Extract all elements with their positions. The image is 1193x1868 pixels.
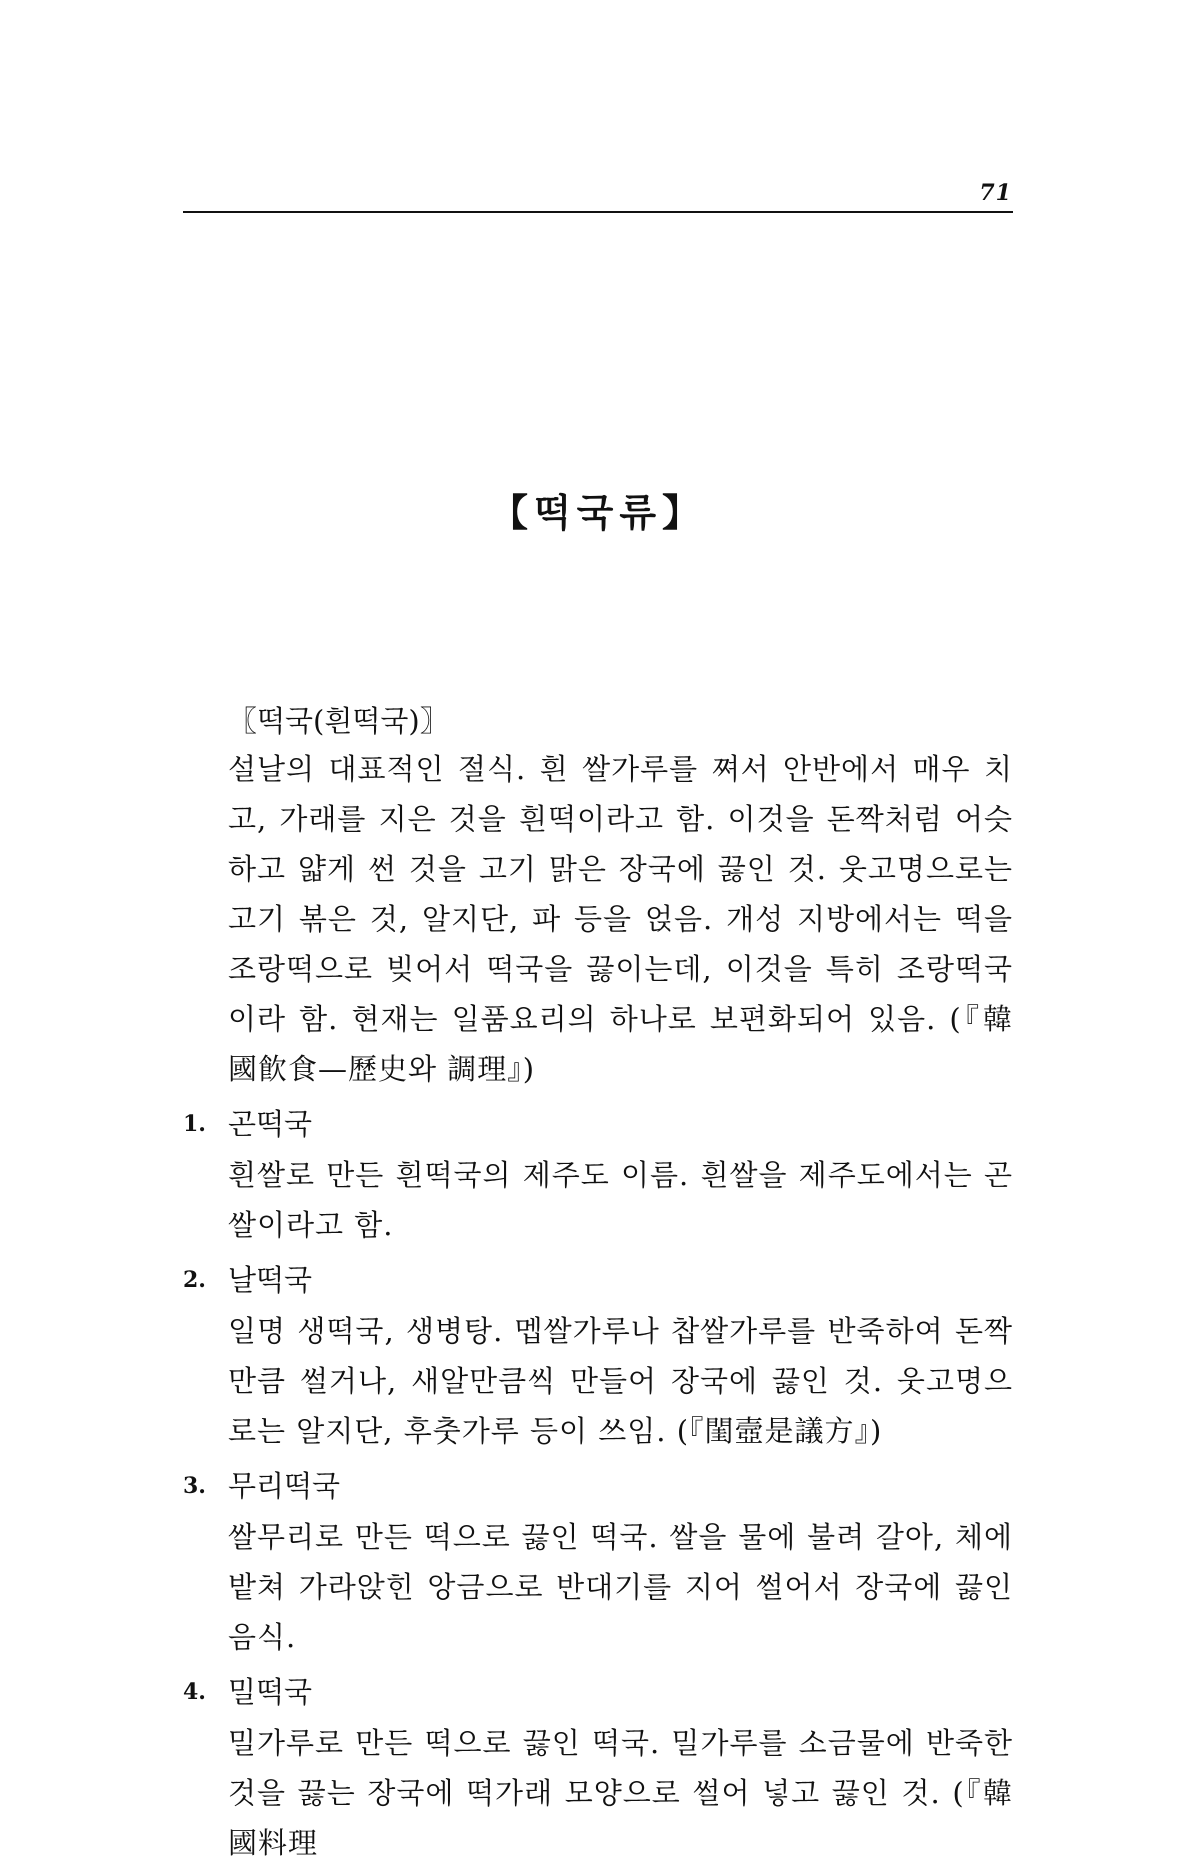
- dictionary-content: [183, 698, 1013, 1868]
- sub-entry-definition: 흰쌀로 만든 흰떡국의 제주도 이름. 흰쌀을 제주도에서는 곤쌀이라고 함.: [228, 1158, 1013, 1242]
- sub-entry-4: [183, 1666, 1013, 1868]
- sub-entry-number: 4.: [183, 1679, 206, 1705]
- sub-entry-term: 곤떡국: [228, 1107, 313, 1141]
- sub-entry-heading: [183, 1666, 1013, 1718]
- sub-entry-number: 3.: [183, 1473, 206, 1499]
- sub-entry-term: 날떡국: [228, 1263, 313, 1297]
- section-title: 【떡국류】: [489, 490, 707, 535]
- sub-entry-heading: [183, 1460, 1013, 1512]
- sub-entry-definition: 밀가루로 만든 떡으로 끓인 떡국. 밀가루를 소금물에 반죽한 것을 끓는 장국에 떡가래 모양으로 썰어 넣고 끓인 것. (『韓國料理: [228, 1726, 1013, 1860]
- entry-definition: 설날의 대표적인 절식. 흰 쌀가루를 쪄서 안반에서 매우 치고, 가래를 지은 것을 흰떡이라고 함. 이것을 돈짝처럼 어슷하고 얇게 썬 것을 고기 맑은 장국에 끓인 것. 웃고명으로는 고기 볶은 것, 알지단, 파 등을 얹음. 개성 지방에서는 떡을 조랑떡으로 빚어서 떡국을 끓이는데, 이것을 특히 조랑떡국이라 함. 현재는 일품요리의 하나로 보편화되어 있음. (『韓國飮食—歷史와 調理』): [228, 752, 1013, 1086]
- page-number: 71: [979, 180, 1012, 206]
- sub-entry-number: 1.: [183, 1111, 206, 1137]
- sub-entry-definition: 쌀무리로 만든 떡으로 끓인 떡국. 쌀을 물에 불려 갈아, 체에 밭쳐 가라앉힌 앙금으로 반대기를 지어 썰어서 장국에 끓인 음식.: [228, 1520, 1013, 1654]
- sub-entry-term: 무리떡국: [228, 1469, 341, 1503]
- header-rule: [183, 211, 1013, 213]
- sub-entry-term: 밀떡국: [228, 1675, 313, 1709]
- sub-entry-1: [183, 1098, 1013, 1250]
- sub-entry-heading: [183, 1098, 1013, 1150]
- entry-heading: 〖떡국(흰떡국)〗: [228, 704, 449, 738]
- sub-entry-3: [183, 1460, 1013, 1662]
- sub-entry-number: 2.: [183, 1267, 206, 1293]
- sub-entry-2: [183, 1254, 1013, 1456]
- sub-entry-definition: 일명 생떡국, 생병탕. 멥쌀가루나 찹쌀가루를 반죽하여 돈짝만큼 썰거나, 새알만큼씩 만들어 장국에 끓인 것. 웃고명으로는 알지단, 후춧가루 등이 쓰임. (『閨壼是議方』): [228, 1314, 1013, 1448]
- sub-entry-heading: [183, 1254, 1013, 1306]
